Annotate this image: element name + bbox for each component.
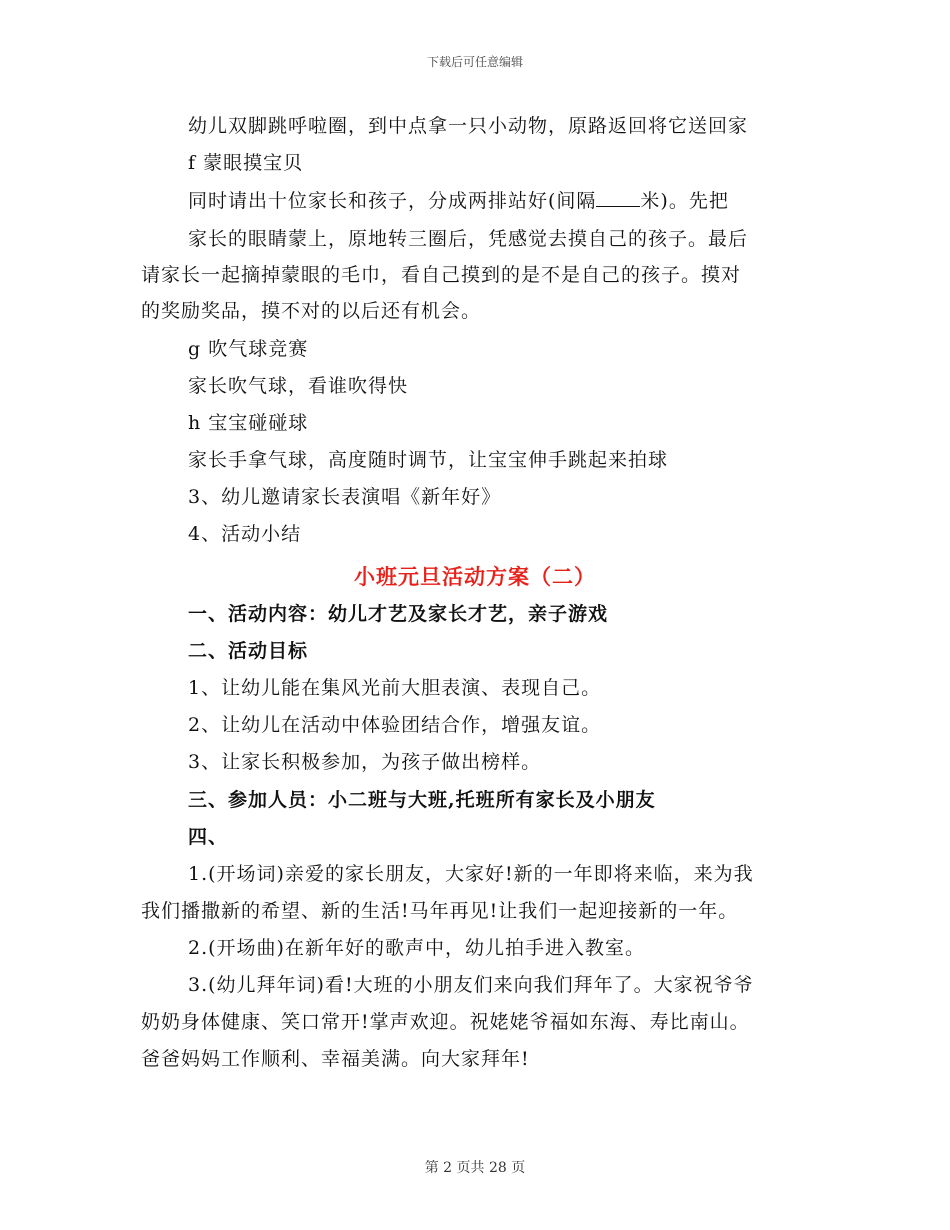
paragraph-line: 家长的眼睛蒙上，原地转三圈后，凭感觉去摸自己的孩子。最后 xyxy=(188,228,749,250)
page-footer: 第 2 页共 28 页 xyxy=(424,1160,526,1176)
paragraph-line: 1.(开场词)亲爱的家长朋友，大家好!新的一年即将来临，来为我 xyxy=(188,863,754,885)
list-item: 3、幼儿邀请家长表演唱《新年好》 xyxy=(188,486,502,508)
paragraph-line: 爸爸妈妈工作顺利、幸福美满。向大家拜年! xyxy=(141,1048,530,1070)
paragraph-line: 家长吹气球，看谁吹得快 xyxy=(188,375,409,397)
section-heading: 四、 xyxy=(188,826,229,848)
fill-in-blank xyxy=(596,188,640,207)
section-title: 小班元旦活动方案（二） xyxy=(354,564,596,589)
section-heading: 三、参加人员：小二班与大班,托班所有家长及小朋友 xyxy=(188,789,656,811)
paragraph-text-after-blank: 米)。先把 xyxy=(640,190,729,212)
list-item: 3、让家长积极参加，为孩子做出榜样。 xyxy=(188,751,542,773)
subheading-h: h 宝宝碰碰球 xyxy=(188,412,309,434)
section-heading: 一、活动内容：幼儿才艺及家长才艺，亲子游戏 xyxy=(188,603,609,625)
paragraph-line: 奶奶身体健康、笑口常开!掌声欢迎。祝姥姥爷福如东海、寿比南山。 xyxy=(141,1011,750,1033)
paragraph-line: 3.(幼儿拜年词)看!大班的小朋友们来向我们拜年了。大家祝爷爷 xyxy=(188,974,754,996)
paragraph-line: 幼儿双脚跳呼啦圈，到中点拿一只小动物，原路返回将它送回家 xyxy=(188,115,749,137)
subheading-f: f 蒙眼摸宝贝 xyxy=(188,152,304,174)
list-item: 4、活动小结 xyxy=(188,523,302,545)
paragraph-line: 请家长一起摘掉蒙眼的毛巾，看自己摸到的是不是自己的孩子。摸对 xyxy=(141,264,742,286)
paragraph-line: 的奖励奖品，摸不对的以后还有机会。 xyxy=(141,300,482,322)
list-item: 1、让幼儿能在集风光前大胆表演、表现自己。 xyxy=(188,677,602,699)
subheading-g: g 吹气球竞赛 xyxy=(188,338,309,360)
page-header: 下载后可任意编辑 xyxy=(426,55,523,69)
paragraph-line: 家长手拿气球，高度随时调节，让宝宝伸手跳起来拍球 xyxy=(188,449,669,471)
section-heading: 二、活动目标 xyxy=(188,640,309,662)
paragraph-line: 2.(开场曲)在新年好的歌声中，幼儿拍手进入教室。 xyxy=(188,937,645,959)
list-item: 2、让幼儿在活动中体验团结合作，增强友谊。 xyxy=(188,714,602,736)
paragraph-text-before-blank: 同时请出十位家长和孩子，分成两排站好(间隔 xyxy=(188,190,597,212)
paragraph-line xyxy=(188,188,729,213)
paragraph-line: 我们播撒新的希望、新的生活!马年再见!让我们一起迎接新的一年。 xyxy=(141,900,739,922)
